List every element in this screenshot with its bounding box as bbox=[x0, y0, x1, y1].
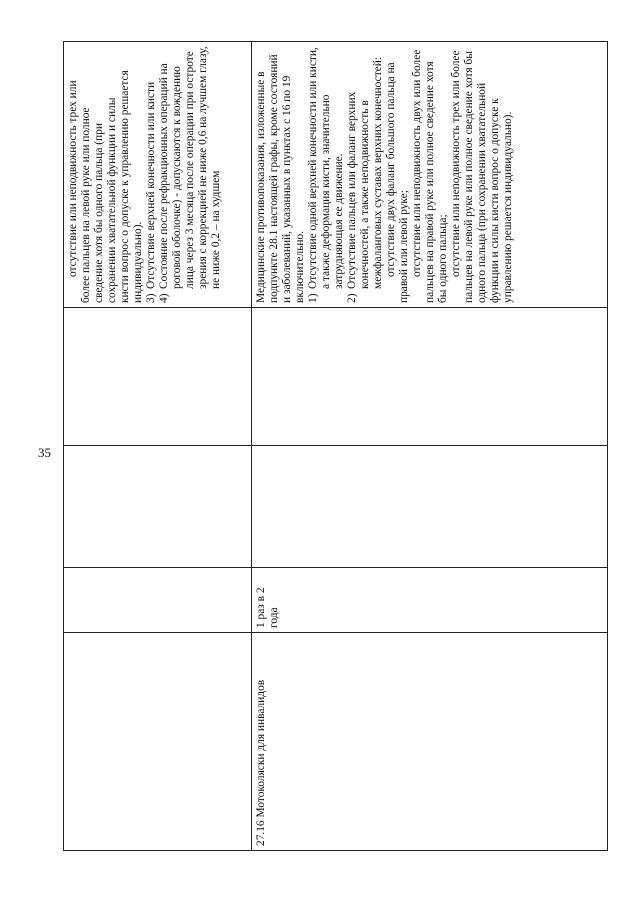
landscape-table bbox=[63, 42, 607, 851]
list-item-text: Отсутствие одной верхней конечности или кисти, а также деформация кисти, значительно затрудняющая ее движение. bbox=[307, 47, 345, 289]
row1-item-list bbox=[145, 46, 223, 303]
text-line: сохранении хватательной функции и силы bbox=[106, 97, 118, 303]
list-item bbox=[158, 46, 223, 303]
list-item bbox=[346, 46, 385, 303]
row2-finger-conditions bbox=[385, 46, 515, 303]
list-item-text: Отсутствие пальцев или фаланг верхних конечностей, а также неподвижность в межфаланговых суставах верхних конечностей: bbox=[346, 57, 384, 289]
row2-name-cell bbox=[252, 633, 608, 851]
list-item bbox=[145, 46, 158, 303]
contraindications-table bbox=[63, 41, 608, 851]
list-item-text: Состояние после рефракционных операций на роговой оболочке) - допускаются к вождению лица через 3 месяца после операции при остроте зрения с коррекцией не ниже 0,6 на лучшем глазу, не ниже 0,2 – на худшем bbox=[158, 46, 222, 289]
row2-contraindications-cell bbox=[252, 42, 608, 308]
list-item-text: Отсутствие верхней конечности или кисти bbox=[145, 81, 157, 289]
row1-col3 bbox=[64, 446, 252, 568]
contraindications-intro: Медицинские противопоказания, изложенные в подпункте 28.1 настоящей графы, кроме состояний и заболеваний, указанных в пунктах с 16 по 19 включительно. bbox=[255, 54, 306, 303]
list-item-number: 2) bbox=[346, 293, 358, 303]
exam-frequency: 1 раз в 2 года bbox=[255, 587, 280, 628]
list-item-number: 3) bbox=[145, 293, 157, 303]
text-line: более пальцев на левой руке или полное bbox=[80, 107, 92, 303]
list-item bbox=[307, 46, 346, 303]
table-row bbox=[64, 42, 252, 851]
table-row bbox=[252, 42, 608, 851]
page-number: 35 bbox=[38, 445, 51, 460]
text-line: кисти вопрос о допуске к управлению решается bbox=[119, 70, 131, 303]
vehicle-category-name: 27.16 Мотоколяски для инвалидов bbox=[255, 679, 267, 846]
row1-col4 bbox=[64, 308, 252, 446]
condition-paragraph: отсутствие или неподвижность трех или более пальцев на левой руке или полное сведение хотя бы одного пальца (при сохранении хватательной функции и силы кисти вопрос о допуске к управлению решается индивидуально). bbox=[450, 50, 514, 303]
rotated-table-wrapper bbox=[63, 42, 607, 851]
condition-paragraph: отсутствие или неподвижность двух или более пальцев на правой руке или полное сведение хотя бы одного пальца; bbox=[411, 49, 449, 303]
text-line: отсутствие или неподвижность трех или bbox=[67, 80, 79, 277]
row2-col3 bbox=[252, 446, 608, 568]
text-line: сведение хотя бы одного пальца (при bbox=[93, 123, 105, 303]
row1-col5 bbox=[64, 42, 252, 308]
row2-item-list bbox=[307, 46, 385, 303]
row2-frequency-cell bbox=[252, 568, 608, 633]
row2-col4 bbox=[252, 308, 608, 446]
condition-paragraph: отсутствие двух фаланг большого пальца на правой или левой руке; bbox=[385, 62, 410, 303]
row1-col1 bbox=[64, 633, 252, 851]
row1-col2 bbox=[64, 568, 252, 633]
list-item-number: 4) bbox=[158, 293, 170, 303]
list-item-number: 1) bbox=[307, 293, 319, 303]
row1-continuation-text bbox=[67, 46, 145, 303]
text-line: индивидуально). bbox=[132, 221, 144, 303]
